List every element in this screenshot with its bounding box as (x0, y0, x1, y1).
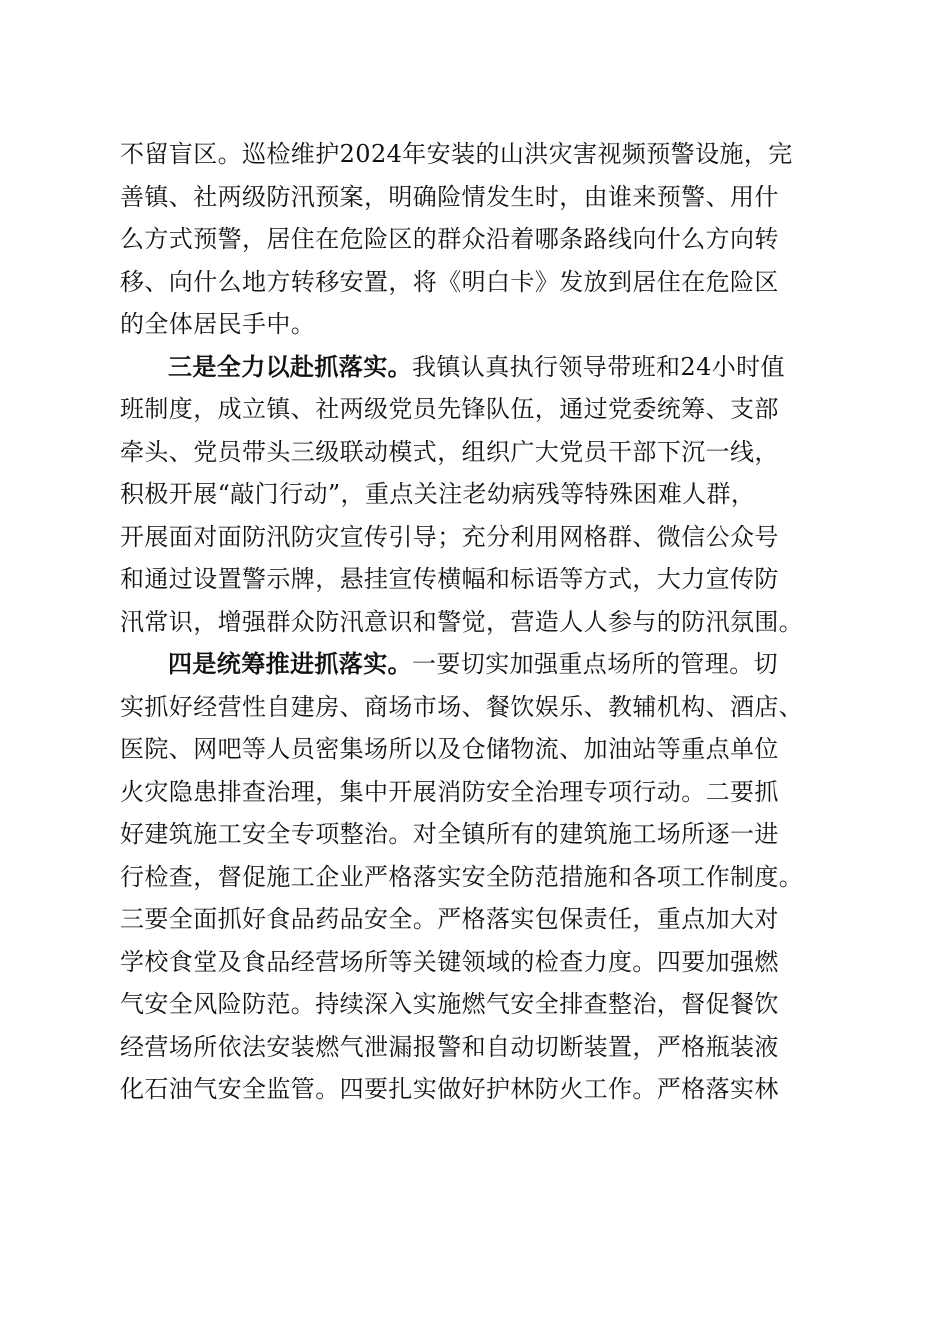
text-line (120, 983, 840, 1026)
line-text: 积极开展“敲门行动”，重点关注老幼病残等特殊困难人群， (120, 480, 756, 508)
text-line (120, 686, 840, 729)
paragraph-lead-heading: 四是统筹推进抓落实。 (168, 649, 412, 678)
paragraph-lead-heading: 三是全力以赴抓落实。 (168, 351, 412, 381)
line-text: 火灾隐患排查治理，集中开展消防安全治理专项行动。二要抓 (120, 777, 779, 806)
line-text: 行检查，督促施工企业严格落实安全防范措施和各项工作制度。 (120, 862, 804, 891)
line-text: 三要全面抓好食品药品安全。严格落实包保责任，重点加大对 (120, 905, 779, 933)
line-text: 么方式预警，居住在危险区的群众沿着哪条路线向什么方向转 (120, 225, 779, 253)
text-line (120, 176, 840, 219)
line-text: 班制度，成立镇、社两级党员先锋队伍，通过党委统筹、支部 (120, 395, 779, 423)
text-line (120, 813, 840, 856)
text-line (120, 1068, 840, 1111)
line-text: 不留盲区。巡检维护2024年安装的山洪灾害视频预警设施，完 (120, 140, 793, 168)
text-line (120, 856, 840, 899)
text-line (120, 133, 840, 176)
line-text: 气安全风险防范。持续深入实施燃气安全排查整治，督促餐饮 (120, 990, 779, 1018)
text-line (120, 303, 840, 346)
line-text: 汛常识，增强群众防汛意识和警觉，营造人人参与的防汛氛围。 (120, 607, 804, 636)
text-line (120, 728, 840, 771)
line-text: 好建筑施工安全专项整治。对全镇所有的建筑施工场所逐一进 (120, 820, 779, 848)
text-line (120, 941, 840, 984)
text-line (120, 601, 840, 644)
text-line (120, 388, 840, 431)
line-text: 牵头、党员带头三级联动模式，组织广大党员干部下沉一线， (120, 437, 779, 466)
text-line (120, 218, 840, 261)
line-text: 学校食堂及食品经营场所等关键领域的检查力度。四要加强燃 (120, 947, 779, 976)
text-line (120, 473, 840, 516)
line-text: 实抓好经营性自建房、商场市场、餐饮娱乐、教辅机构、酒店、 (120, 692, 804, 721)
text-line (120, 261, 840, 304)
text-line (120, 431, 840, 474)
text-line (120, 558, 840, 601)
text-line (120, 898, 840, 941)
text-line (120, 643, 840, 686)
line-text: 善镇、社两级防汛预案，明确险情发生时，由谁来预警、用什 (120, 182, 779, 211)
line-text: 我镇认真执行领导带班和24小时值 (412, 352, 785, 381)
line-text: 的全体居民手中。 (120, 310, 316, 338)
line-text: 移、向什么地方转移安置，将《明白卡》发放到居住在危险区 (120, 267, 779, 296)
text-line (120, 771, 840, 814)
document-body (120, 133, 840, 1111)
line-text: 一要切实加强重点场所的管理。切 (412, 650, 778, 678)
line-text: 和通过设置警示牌，悬挂宣传横幅和标语等方式，大力宣传防 (120, 565, 779, 593)
line-text: 经营场所依法安装燃气泄漏报警和自动切断装置，严格瓶装液 (120, 1032, 779, 1061)
text-line (120, 346, 840, 389)
line-text: 化石油气安全监管。四要扎实做好护林防火工作。严格落实林 (120, 1075, 779, 1103)
text-line (120, 516, 840, 559)
text-line (120, 1026, 840, 1069)
line-text: 医院、网吧等人员密集场所以及仓储物流、加油站等重点单位 (120, 735, 779, 763)
line-text: 开展面对面防汛防灾宣传引导；充分利用网格群、微信公众号 (120, 522, 779, 551)
